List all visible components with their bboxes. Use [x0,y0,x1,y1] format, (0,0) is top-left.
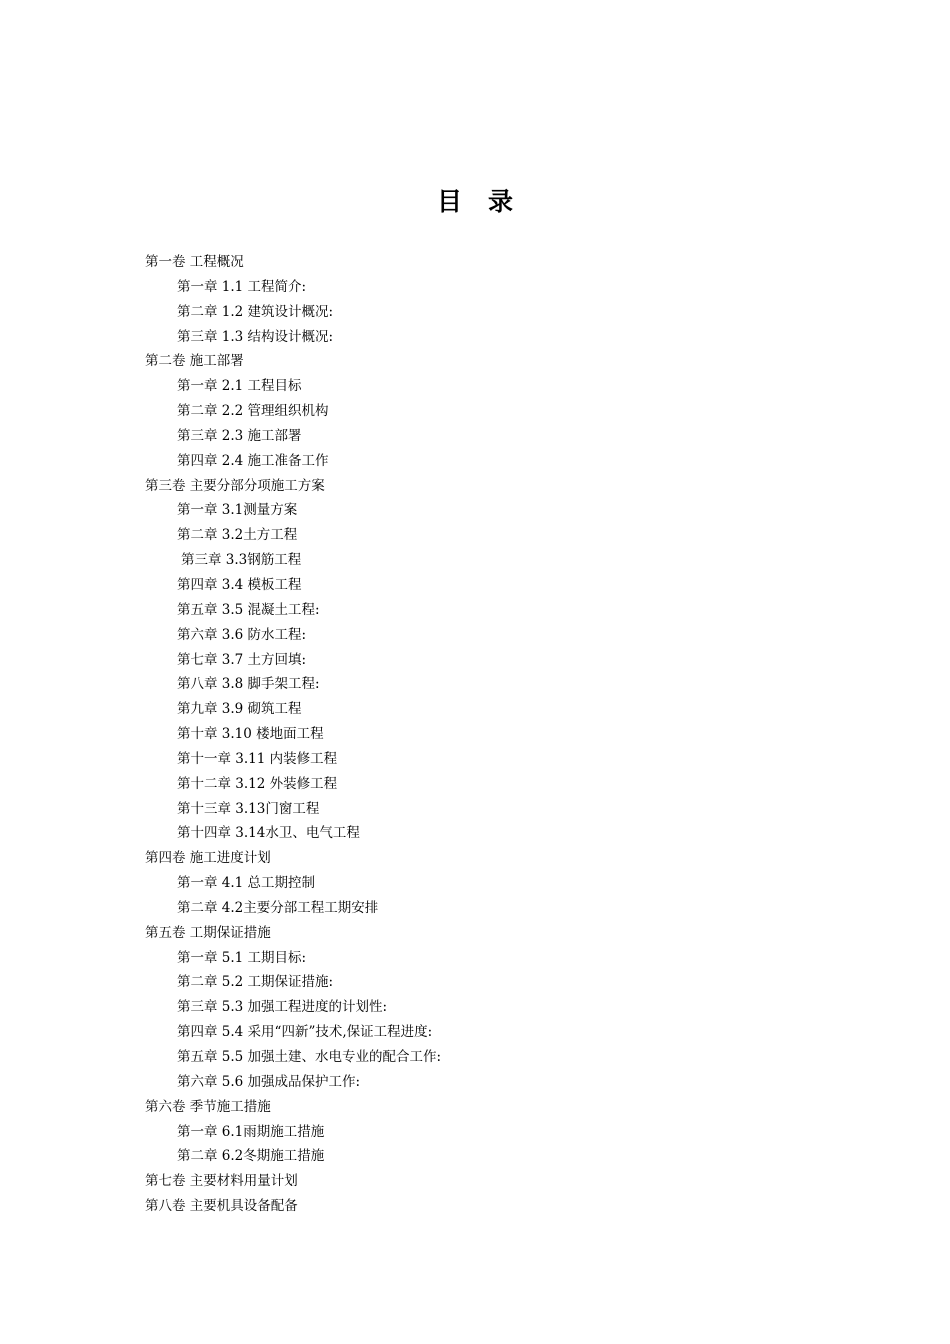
toc-chapter-entry: 第一章 4.1 总工期控制 [177,875,316,892]
toc-volume-entry: 第三卷 主要分部分项施工方案 [145,477,325,494]
toc-chapter-entry: 第十章 3.10 楼地面工程 [177,726,324,743]
toc-chapter-entry: 第六章 5.6 加强成品保护工作: [177,1073,361,1090]
toc-chapter-entry: 第五章 3.5 混凝土工程: [177,601,320,618]
toc-chapter-entry: 第一章 1.1 工程简介: [177,278,307,295]
toc-volume-entry: 第七卷 主要材料用量计划 [145,1173,298,1190]
toc-chapter-entry: 第二章 6.2冬期施工措施 [177,1148,325,1165]
toc-chapter-entry: 第五章 5.5 加强土建、水电专业的配合工作: [177,1049,442,1065]
toc-chapter-entry: 第八章 3.8 脚手架工程: [177,676,320,693]
toc-chapter-entry: 第二章 2.2 管理组织机构 [177,403,329,420]
toc-chapter-entry: 第一章 3.1测量方案 [177,502,298,519]
toc-chapter-entry: 第三章 3.3钢筋工程 [181,552,302,569]
toc-volume-entry: 第四卷 施工进度计划 [145,850,271,867]
toc-chapter-entry: 第十一章 3.11 内装修工程 [177,750,338,767]
toc-chapter-entry: 第一章 2.1 工程目标 [177,378,302,395]
toc-volume-entry: 第八卷 主要机具设备配备 [145,1198,298,1215]
toc-chapter-entry: 第二章 4.2主要分部工程工期安排 [177,899,379,916]
toc-volume-entry: 第二卷 施工部署 [145,353,244,370]
toc-chapter-entry: 第十三章 3.13门窗工程 [177,800,320,817]
toc-chapter-entry: 第一章 6.1雨期施工措施 [177,1123,325,1140]
toc-volume-entry: 第六卷 季节施工措施 [145,1098,271,1115]
toc-chapter-entry: 第六章 3.6 防水工程: [177,626,307,643]
toc-chapter-entry: 第二章 5.2 工期保证措施: [177,974,334,991]
toc-chapter-entry: 第四章 2.4 施工准备工作 [177,452,329,469]
toc-volume-entry: 第五卷 工期保证措施 [145,924,271,941]
toc-chapter-entry: 第十四章 3.14水卫、电气工程 [177,825,360,842]
toc-chapter-entry: 第四章 3.4 模板工程 [177,576,302,593]
toc-chapter-entry: 第二章 3.2土方工程 [177,527,298,544]
toc-chapter-entry: 第三章 5.3 加强工程进度的计划性: [177,999,388,1016]
toc-chapter-entry: 第九章 3.9 砌筑工程 [177,701,302,718]
toc-chapter-entry: 第三章 1.3 结构设计概况: [177,328,334,345]
toc-chapter-entry: 第三章 2.3 施工部署 [177,427,302,444]
toc-title: 目 录 [436,187,514,216]
toc-chapter-entry: 第十二章 3.12 外装修工程 [177,775,338,792]
toc-chapter-entry: 第四章 5.4 采用“四新”技术,保证工程进度: [177,1024,433,1041]
toc-chapter-entry: 第七章 3.7 土方回填: [177,651,307,668]
toc-volume-entry: 第一卷 工程概况 [145,254,244,270]
toc-chapter-entry: 第二章 1.2 建筑设计概况: [177,303,334,320]
toc-list [145,250,845,1219]
toc-chapter-entry: 第一章 5.1 工期目标: [177,949,307,966]
